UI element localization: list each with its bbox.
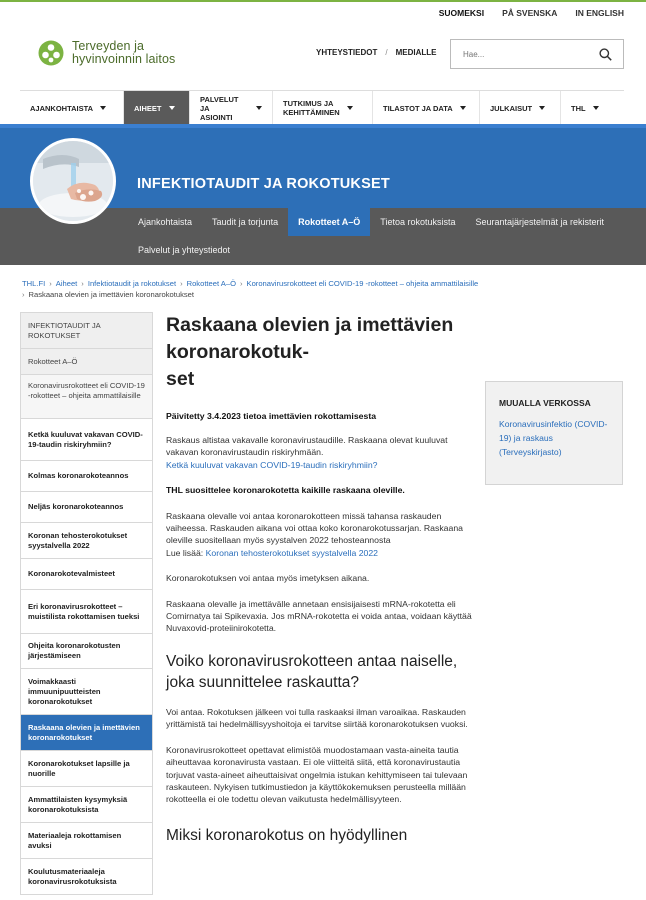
breadcrumb-item[interactable]: THL.FI bbox=[22, 279, 46, 288]
subnav-tietoa-rokotuksista[interactable]: Tietoa rokotuksista bbox=[380, 217, 456, 227]
subnav-seurantajarjestelmat[interactable]: Seurantajärjestelmät ja rekisterit bbox=[475, 217, 605, 227]
section-image-handwashing bbox=[30, 138, 116, 224]
sidebar-item-tehosterokotukset[interactable]: Koronan tehosterokotukset syystalvella 2022 bbox=[20, 523, 153, 559]
sidebar-item-neljas-annos[interactable]: Neljäs koronarokoteannos bbox=[20, 492, 153, 523]
logo-text bbox=[72, 40, 175, 66]
nav-tutkimus[interactable] bbox=[273, 91, 373, 125]
sidebar-item-muistilista[interactable]: Eri koronavirusrokotteet – muistilista rokottamisen tueksi bbox=[20, 590, 153, 634]
section-title: INFEKTIOTAUDIT JA ROKOTUKSET bbox=[137, 176, 390, 192]
nav-label-line-1: TUTKIMUS JA bbox=[283, 99, 334, 108]
paragraph-vaccine-types: Raskaana olevalle ja imettävälle annetaan ensisijaisesti mRNA-rokotetta eli Comirnatya tai Spikevaxia. Jos mRNA-rokotetta ei voida antaa, voidaan käyttää Nuvaxovid-proteiinirokotetta. bbox=[166, 598, 472, 634]
sidebar-item-riskiryhmat[interactable]: Ketkä kuuluvat vakavan COVID-19-taudin riskiryhmiin? bbox=[20, 419, 153, 461]
thl-logo-icon bbox=[38, 40, 64, 66]
sidebar-navigation bbox=[20, 312, 153, 895]
page-title-line-2: set bbox=[166, 368, 195, 390]
paragraph-recommendation: THL suosittelee koronarokotetta kaikille raskaana oleville. bbox=[166, 485, 405, 496]
lang-english[interactable]: IN ENGLISH bbox=[575, 8, 624, 18]
nav-label: THL bbox=[571, 103, 586, 113]
breadcrumb bbox=[22, 278, 622, 300]
breadcrumb-item[interactable]: Aiheet bbox=[55, 279, 78, 288]
media-link[interactable]: MEDIALLE bbox=[395, 48, 437, 57]
chevron-down-icon bbox=[100, 106, 106, 110]
search-icon[interactable] bbox=[599, 48, 612, 61]
subnav-palvelut-ja-yhteystiedot[interactable]: Palvelut ja yhteystiedot bbox=[138, 245, 231, 255]
subnav-ajankohtaista[interactable]: Ajankohtaista bbox=[138, 217, 193, 227]
chevron-down-icon bbox=[256, 106, 262, 110]
sidebar-level-1[interactable]: Rokotteet A–Ö bbox=[20, 349, 153, 375]
sidebar-item-rokotevalmisteet[interactable]: Koronarokotevalmisteet bbox=[20, 559, 153, 590]
breadcrumb-item[interactable]: Rokotteet A–Ö bbox=[186, 279, 236, 288]
logo-line-1: Terveyden ja bbox=[72, 39, 145, 53]
sidebar-item-kysymyksia[interactable]: Ammattilaisten kysymyksiä koronarokotuksista bbox=[20, 787, 153, 823]
chevron-right-icon: › bbox=[81, 279, 84, 288]
top-links bbox=[316, 48, 436, 57]
paragraph-breastfeeding: Koronarokotuksen voi antaa myös imetyksen aikana. bbox=[166, 573, 370, 584]
link-tehosterokotukset[interactable]: Koronan tehosterokotukset syystalvella 2022 bbox=[205, 547, 379, 558]
nav-julkaisut[interactable] bbox=[480, 91, 561, 125]
nav-aiheet[interactable] bbox=[124, 91, 190, 125]
breadcrumb-item[interactable]: Infektiotaudit ja rokotukset bbox=[87, 279, 177, 288]
subnav-rokotteet-a-o[interactable]: Rokotteet A–Ö bbox=[288, 208, 370, 236]
updated-notice: Päivitetty 3.4.2023 tietoa imettävien rokottamisesta bbox=[166, 411, 377, 421]
nav-label bbox=[283, 99, 340, 117]
thl-logo[interactable] bbox=[38, 40, 175, 66]
chevron-down-icon bbox=[347, 106, 353, 110]
logo-line-2: hyvinvoinnin laitos bbox=[72, 52, 176, 66]
chevron-right-icon: › bbox=[49, 279, 52, 288]
external-links-heading: MUUALLA VERKOSSA bbox=[499, 398, 591, 408]
link-terveyskirjasto[interactable]: Koronavirusinfektio (COVID-19) ja raskaus (Terveyskirjasto) bbox=[499, 419, 608, 458]
lang-finnish[interactable]: SUOMEKSI bbox=[438, 8, 485, 18]
page-title bbox=[166, 312, 472, 393]
sidebar-level-0[interactable]: INFEKTIOTAUDIT JA ROKOTUKSET bbox=[20, 312, 153, 349]
nav-label bbox=[200, 95, 249, 122]
paragraph-risk bbox=[166, 434, 472, 471]
paragraph-pregnancy-stage bbox=[166, 510, 472, 560]
paragraph-planning-answer: Voi antaa. Rokotuksen jälkeen voi tulla raskaaksi ilman varoaikaa. Raskauden yrittämistä tai hedelmällisyyshoitoja ei tarvitse siirtää koronarokotuksen vuoksi. bbox=[166, 706, 468, 730]
lang-swedish[interactable]: PÅ SVENSKA bbox=[502, 8, 558, 18]
sidebar-item-lapset-ja-nuoret[interactable]: Koronarokotukset lapsille ja nuorille bbox=[20, 751, 153, 787]
paragraph-antibodies: Koronavirusrokotteet opettavat elimistöä muodostamaan vasta-aineita tautia aiheuttavaa koronavirusta vastaan. Ei ole viitteitä siitä, että koronavirustautia torjuvat vasta-aineet aiheuttaisivat ongelmia istukan kehittymiseen tai tulevaan raskauteen. Nykyisen tutkimustiedon ja käyttökokemuksen perusteella millään rokotteella ei ole todettu olevan vaikutusta hedelmällisyyteen. bbox=[166, 744, 468, 805]
heading-planning-pregnancy: Voiko koronavirusrokotteen antaa naiselle, joka suunnittelee raskautta? bbox=[166, 652, 458, 691]
chevron-down-icon bbox=[169, 106, 175, 110]
sidebar-item-raskaana-olevat[interactable]: Raskaana olevien ja imettävien koronarokotukset bbox=[20, 715, 153, 751]
heading-why-useful: Miksi koronarokotus on hyödyllinen bbox=[166, 826, 408, 844]
contact-link[interactable]: YHTEYSTIEDOT bbox=[316, 48, 378, 57]
main-navigation bbox=[20, 90, 624, 124]
chevron-down-icon bbox=[460, 106, 466, 110]
link-riskiryhmat[interactable]: Ketkä kuuluvat vakavan COVID-19-taudin riskiryhmiin? bbox=[166, 459, 378, 470]
chevron-down-icon bbox=[593, 106, 599, 110]
breadcrumb-current: Raskaana olevien ja imettävien koronarokotukset bbox=[28, 290, 194, 299]
sidebar-item-kolmas-annos[interactable]: Kolmas koronarokoteannos bbox=[20, 461, 153, 492]
sidebar-level-2[interactable]: Koronavirusrokotteet eli COVID-19 -rokotteet – ohjeita ammattilaisille bbox=[20, 375, 153, 419]
section-subnav bbox=[128, 208, 628, 264]
nav-ajankohtaista[interactable] bbox=[20, 91, 124, 125]
paragraph-text: Raskaus altistaa vakavalle koronavirustaudille. Raskaana olevat kuuluvat vakavan koronavirustaudin riskiryhmään. bbox=[166, 435, 448, 458]
sidebar-item-immuunipuutteiset[interactable]: Voimakkaasti immuunipuutteisten koronarokotukset bbox=[20, 669, 153, 715]
nav-label: AIHEET bbox=[134, 103, 162, 113]
handwashing-image bbox=[33, 141, 113, 221]
nav-label-line-2: KEHITTÄMINEN bbox=[283, 108, 340, 117]
search-box bbox=[450, 39, 624, 69]
subnav-taudit-ja-torjunta[interactable]: Taudit ja torjunta bbox=[212, 217, 279, 227]
language-selector bbox=[439, 8, 624, 18]
nav-label-line-2: ASIOINTI bbox=[200, 112, 233, 122]
external-links-box bbox=[485, 381, 623, 485]
read-more-prefix: Lue lisää: bbox=[166, 547, 206, 558]
chevron-right-icon: › bbox=[180, 279, 183, 288]
top-accent-line bbox=[0, 0, 646, 2]
nav-palvelut[interactable] bbox=[190, 91, 273, 125]
main-content bbox=[166, 312, 472, 846]
sidebar-item-jarjestaminen[interactable]: Ohjeita koronarokotusten järjestämiseen bbox=[20, 634, 153, 669]
nav-label: AJANKOHTAISTA bbox=[30, 103, 94, 113]
nav-thl[interactable] bbox=[561, 91, 624, 125]
search-input[interactable] bbox=[451, 40, 591, 68]
sidebar-item-materiaaleja[interactable]: Materiaaleja rokottamisen avuksi bbox=[20, 823, 153, 859]
nav-tilastot[interactable] bbox=[373, 91, 480, 125]
sidebar-item-koulutusmateriaaleja[interactable]: Koulutusmateriaaleja koronavirusrokotuksista bbox=[20, 859, 153, 895]
nav-label: JULKAISUT bbox=[490, 103, 533, 113]
page-title-line-1: Raskaana olevien ja imettävien koronarokotuk- bbox=[166, 314, 454, 363]
nav-label-line-1: PALVELUT JA bbox=[200, 94, 239, 113]
chevron-down-icon bbox=[539, 106, 545, 110]
breadcrumb-item[interactable]: Koronavirusrokotteet eli COVID-19 -rokotteet – ohjeita ammattilaisille bbox=[246, 279, 479, 288]
nav-label: TILASTOT JA DATA bbox=[383, 103, 453, 113]
paragraph-text: Raskaana olevalle voi antaa koronarokotteen missä tahansa raskauden vaiheessa. Raskauden aikana voi ottaa koko koronarokotussarjan. Raskaana oleville suositellaan myös syystalven 2022 tehosteannosta bbox=[166, 510, 464, 546]
chevron-right-icon: › bbox=[239, 279, 243, 288]
top-links-separator: / bbox=[385, 48, 388, 57]
chevron-right-icon: › bbox=[22, 290, 25, 299]
